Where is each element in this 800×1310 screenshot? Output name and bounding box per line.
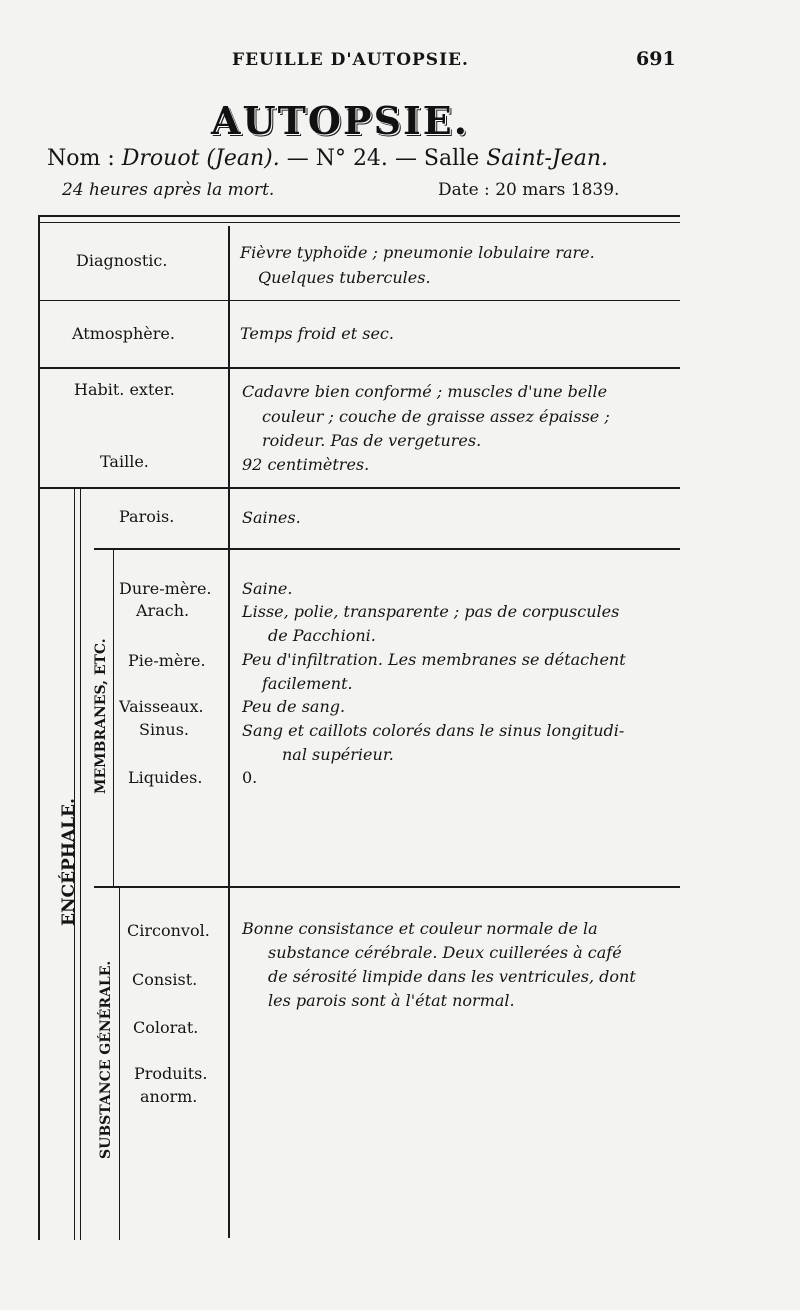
encephale-group-label: ENCÉPHALE. <box>59 798 79 926</box>
colorat-label: Colorat. <box>133 1018 199 1037</box>
substance-text-2: substance cérébrale. Deux cuillerées à café <box>268 943 622 962</box>
nom-value: Drouot (Jean). <box>121 146 280 171</box>
vaisseaux-text: Peu de sang. <box>242 697 346 716</box>
liquides-label: Liquides. <box>128 768 203 787</box>
table-column-divider <box>228 226 230 1238</box>
numero: — N° 24. <box>286 146 388 171</box>
sinus-label: Sinus. <box>139 720 189 739</box>
membranes-group-label: MEMBRANES, ETC. <box>93 638 109 794</box>
substance-text-3: de sérosité limpide dans les ventricules, dont <box>268 967 636 986</box>
habit-text-1: Cadavre bien conformé ; muscles d'une belle <box>242 382 608 401</box>
vaisseaux-label: Vaisseaux. <box>119 697 204 716</box>
diagnostic-label: Diagnostic. <box>76 251 168 270</box>
diagnostic-text-2: Quelques tubercules. <box>258 268 431 287</box>
substance-text-1: Bonne consistance et couleur normale de la <box>242 919 598 938</box>
salle-label: — Salle <box>394 146 480 171</box>
name-line <box>47 146 608 171</box>
date-label: Date : <box>438 180 490 200</box>
row-divider-1 <box>40 300 680 301</box>
consist-label: Consist. <box>132 970 198 989</box>
sinus-text-2: nal supérieur. <box>282 745 394 764</box>
taille-label: Taille. <box>100 452 149 471</box>
table-top-rule <box>38 215 680 217</box>
delay-text: 24 heures après la mort. <box>62 180 275 200</box>
atmosphere-text: Temps froid et sec. <box>240 324 394 343</box>
habit-label: Habit. exter. <box>74 380 175 399</box>
encephale-bracket-b <box>80 488 81 1240</box>
diagnostic-text-1: Fièvre typhoïde ; pneumonie lobulaire rare. <box>240 243 595 262</box>
habit-text-3: roideur. Pas de vergetures. <box>262 431 482 450</box>
pie-mere-text-1: Peu d'infiltration. Les membranes se détachent <box>242 650 626 669</box>
parois-divider <box>94 548 680 550</box>
atmosphere-label: Atmosphère. <box>72 324 175 343</box>
arach-text-2: de Pacchioni. <box>268 626 376 645</box>
parois-text: Saines. <box>242 508 301 527</box>
page-title: AUTOPSIE. <box>211 98 469 143</box>
date-value: 20 mars 1839. <box>495 180 620 200</box>
arach-label: Arach. <box>136 601 190 620</box>
substance-divider <box>94 886 680 888</box>
dure-mere-label: Dure-mère. <box>119 579 212 598</box>
page-number: 691 <box>636 48 676 70</box>
sinus-text-1: Sang et caillots colorés dans le sinus longitudi- <box>242 721 625 740</box>
taille-text: 92 centimètres. <box>242 455 370 474</box>
produits-label-1: Produits. <box>134 1064 208 1083</box>
habit-text-2: couleur ; couche de graisse assez épaisse ; <box>262 407 610 426</box>
substance-group-label: SUBSTANCE GÉNÉRALE. <box>98 960 114 1159</box>
membranes-bracket <box>113 550 114 886</box>
salle-value: Saint-Jean. <box>486 146 609 171</box>
table-top-rule-2 <box>38 222 680 223</box>
dure-mere-text: Saine. <box>242 579 293 598</box>
substance-text-4: les parois sont à l'état normal. <box>268 991 515 1010</box>
parois-label: Parois. <box>119 507 175 526</box>
date-line <box>438 180 619 200</box>
pie-mere-text-2: facilement. <box>262 674 353 693</box>
liquides-text: 0. <box>242 768 258 787</box>
arach-text-1: Lisse, polie, transparente ; pas de corpuscules <box>242 602 620 621</box>
nom-label: Nom : <box>47 146 115 171</box>
circonvol-label: Circonvol. <box>127 921 210 940</box>
substance-bracket <box>119 888 120 1240</box>
produits-label-2: anorm. <box>140 1087 198 1106</box>
row-divider-3 <box>40 487 680 489</box>
pie-mere-label: Pie-mère. <box>128 651 206 670</box>
running-head: FEUILLE D'AUTOPSIE. <box>232 50 469 70</box>
row-divider-2 <box>40 367 680 369</box>
